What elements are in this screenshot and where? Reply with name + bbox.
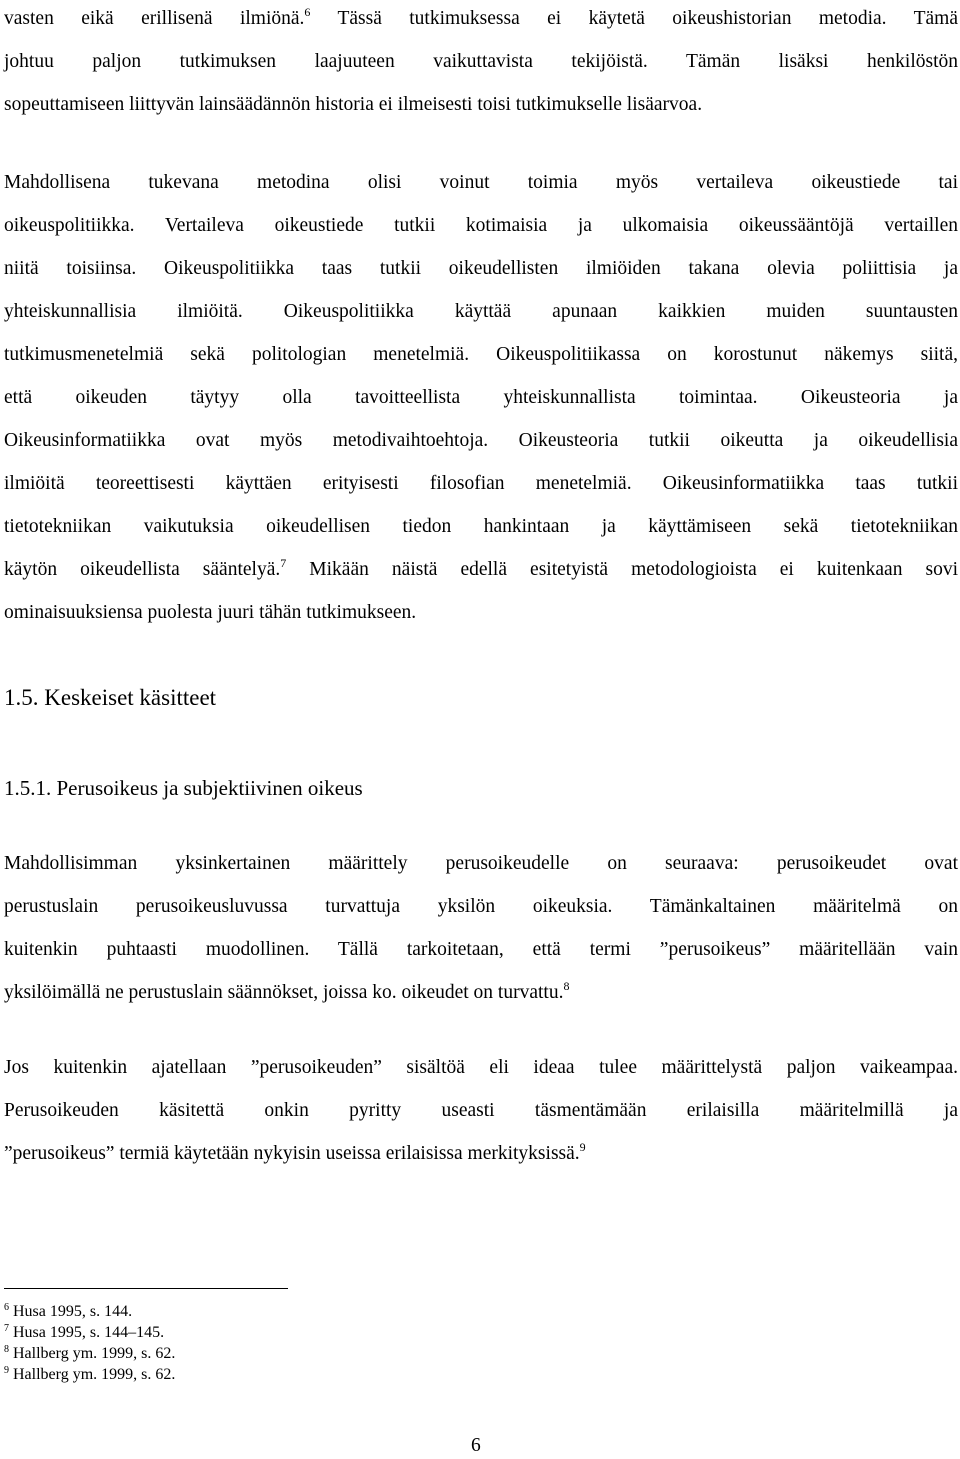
paragraph-line: sopeuttamiseen liittyvän lainsäädännön historia ei ilmeisesti toisi tutkimukselle lisäarvoa. [4, 94, 703, 115]
paragraph-line: perustuslain perusoikeusluvussa turvattuja yksilön oikeuksia. Tämänkaltainen määritelmä on [4, 896, 958, 917]
paragraph-line: että oikeuden täytyy olla tavoitteellista yhteiskunnallista toimintaa. Oikeusteoria ja [4, 387, 958, 408]
paragraph-line: tietotekniikan vaikutuksia oikeudellisen tiedon hankintaan ja käyttämiseen sekä tietotekniikan [4, 516, 958, 537]
paragraph-line: ominaisuuksiensa puolesta juuri tähän tutkimukseen. [4, 602, 417, 623]
paragraph-line: johtuu paljon tutkimuksen laajuuteen vaikuttavista tekijöistä. Tämän lisäksi henkilöstön [4, 51, 958, 72]
paragraph-line: Jos kuitenkin ajatellaan ”perusoikeuden” sisältöä eli ideaa tulee määrittelystä paljon vaikeampaa. [4, 1057, 958, 1078]
section-heading: 1.5. Keskeiset käsitteet [4, 685, 217, 710]
paragraph-line: yksilöimällä ne perustuslain säännökset, joissa ko. oikeudet on turvattu.$^8$ [4, 979, 570, 1003]
footnote-item [4, 1343, 175, 1364]
paragraph-line: kuitenkin puhtaasti muodollinen. Tällä tarkoitetaan, että termi ”perusoikeus” määritellään vain [4, 939, 958, 960]
footnote-number: 8 [4, 1344, 9, 1355]
paragraph-4 [4, 1046, 958, 1175]
footnote-divider [4, 1288, 288, 1289]
footnote-item [4, 1322, 175, 1343]
paragraph-line: Mahdollisena tukevana metodina olisi voinut toimia myös vertaileva oikeustiede tai [4, 172, 958, 193]
paragraph-1 [4, 0, 958, 126]
footnote-item [4, 1364, 175, 1385]
paragraph-line: ”perusoikeus” termiä käytetään nykyisin useissa erilaisissa merkityksissä.$^9$ [4, 1140, 586, 1164]
subsection-heading: 1.5.1. Perusoikeus ja subjektiivinen oikeus [4, 776, 363, 800]
paragraph-line: Oikeusinformatiikka ovat myös metodivaihtoehtoja. Oikeusteoria tutkii oikeutta ja oikeudellisia [4, 430, 958, 451]
paragraph-line: käytön oikeudellista sääntelyä.$^7$ Mikään näistä edellä esitetyistä metodologioista ei kuitenkaan sovi [4, 556, 959, 580]
paragraph-2 [4, 161, 958, 634]
footnote-ref-9[interactable]: 9 [579, 1140, 586, 1154]
paragraph-line: vasten eikä erillisenä ilmiönä.$^6$ Tässä tutkimuksessa ei käytetä oikeushistorian metodia. Tämä [4, 5, 958, 29]
paragraph-line: oikeuspolitiikka. Vertaileva oikeustiede tutkii kotimaisia ja ulkomaisia oikeussääntöjä vertaillen [4, 215, 958, 236]
page-number: 6 [471, 1435, 481, 1456]
footnote-text: Husa 1995, s. 144. [13, 1303, 133, 1320]
paragraph-line: tutkimusmenetelmiä sekä politologian menetelmiä. Oikeuspolitiikassa on korostunut näkemys siitä, [4, 344, 958, 365]
footnote-ref-8[interactable]: 8 [563, 979, 570, 993]
footnote-item [4, 1301, 175, 1322]
footnote-text: Hallberg ym. 1999, s. 62. [13, 1366, 176, 1383]
footnote-ref-6[interactable]: 6 [304, 5, 311, 19]
footnote-text: Hallberg ym. 1999, s. 62. [13, 1345, 176, 1362]
paragraph-line: ilmiöitä teoreettisesti käyttäen erityisesti filosofian menetelmiä. Oikeusinformatiikka taas tutkii [4, 473, 958, 494]
paragraph-line: yhteiskunnallisia ilmiöitä. Oikeuspolitiikka käyttää apunaan kaikkien muiden suuntausten [4, 301, 958, 322]
footnote-number: 7 [4, 1323, 9, 1334]
paragraph-line: Perusoikeuden käsitettä onkin pyritty useasti täsmentämään erilaisilla määritelmillä ja [4, 1100, 958, 1121]
paragraph-line: Mahdollisimman yksinkertainen määrittely perusoikeudelle on seuraava: perusoikeudet ovat [4, 853, 958, 874]
paragraph-line: niitä toisiinsa. Oikeuspolitiikka taas tutkii oikeudellisten ilmiöiden takana olevia poliittisia ja [4, 258, 958, 279]
footnote-text: Husa 1995, s. 144–145. [13, 1324, 165, 1341]
paragraph-3 [4, 842, 958, 1014]
footnotes-list [4, 1301, 175, 1385]
footnote-number: 6 [4, 1302, 9, 1313]
footnote-number: 9 [4, 1365, 9, 1376]
footnote-ref-7[interactable]: 7 [280, 556, 287, 570]
